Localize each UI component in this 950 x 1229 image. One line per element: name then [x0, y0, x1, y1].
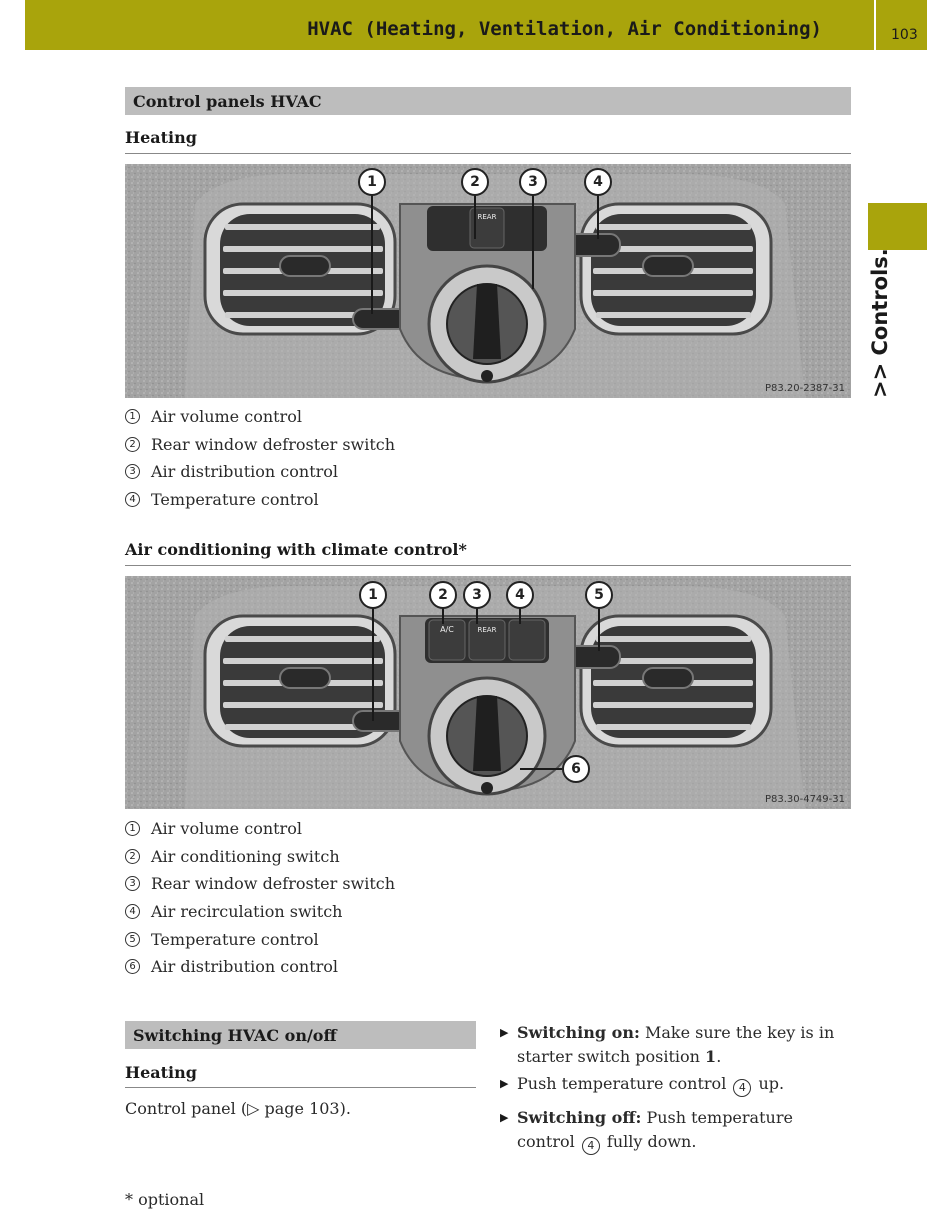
header-bar — [25, 0, 927, 50]
legend-text: Air recirculation switch — [151, 902, 343, 922]
legend-item — [125, 953, 395, 981]
inline-callout: 4 — [582, 1137, 600, 1155]
legend-number: 2 — [125, 437, 140, 452]
legend-number: 1 — [125, 821, 140, 836]
subheading-air-conditioning: Air conditioning with climate control* — [125, 540, 851, 566]
step-label: Switching on: — [517, 1023, 640, 1042]
legend-text: Air volume control — [151, 819, 302, 839]
legend-item — [125, 458, 395, 486]
legend-number: 5 — [125, 932, 140, 947]
legend-number: 4 — [125, 904, 140, 919]
legend-text: Air conditioning switch — [151, 846, 340, 866]
figure-code: P83.30-4749-31 — [764, 794, 845, 805]
legend-item — [125, 486, 395, 514]
callout-2: 2 — [461, 168, 489, 196]
legend-text: Rear window defroster switch — [151, 874, 396, 894]
ac-button-label: A/C — [440, 625, 454, 634]
step-switching-on — [500, 1021, 840, 1069]
legend-heating — [125, 403, 395, 513]
callout-1: 1 — [359, 581, 387, 609]
legend-number: 3 — [125, 876, 140, 891]
step-switching-off — [500, 1106, 840, 1155]
section-title-control-panels: Control panels HVAC — [125, 87, 851, 115]
subheading-heating-2: Heating — [125, 1063, 476, 1088]
callout-1: 1 — [358, 168, 386, 196]
footnote: * optional — [125, 1190, 205, 1209]
section-title-switching: Switching HVAC on/off — [125, 1021, 476, 1049]
legend-item — [125, 431, 395, 459]
legend-text: Temperature control — [151, 490, 319, 510]
legend-number: 1 — [125, 409, 140, 424]
legend-item — [125, 403, 395, 431]
step-text: Push temperature control — [517, 1108, 793, 1151]
step-text-end: fully down. — [601, 1132, 697, 1151]
subheading-heating: Heating — [125, 128, 851, 154]
legend-item — [125, 898, 395, 926]
callout-3: 3 — [463, 581, 491, 609]
legend-item — [125, 870, 395, 898]
inline-callout: 4 — [733, 1079, 751, 1097]
header-divider — [874, 0, 876, 50]
legend-number: 3 — [125, 464, 140, 479]
callout-5: 5 — [585, 581, 613, 609]
legend-text: Air distribution control — [151, 462, 339, 482]
figure-code: P83.20-2387-31 — [764, 383, 845, 394]
legend-text: Rear window defroster switch — [151, 434, 396, 454]
legend-text: Air distribution control — [151, 957, 339, 977]
callout-2: 2 — [429, 581, 457, 609]
step-text: Make sure the key is in starter switch position — [517, 1023, 835, 1066]
step-label: Switching off: — [517, 1108, 642, 1127]
legend-climate-control — [125, 815, 395, 981]
control-panel-reference: Control panel (▷ page 103). — [125, 1099, 351, 1118]
legend-item — [125, 815, 395, 843]
callout-4: 4 — [584, 168, 612, 196]
legend-number: 4 — [125, 492, 140, 507]
callout-6: 6 — [562, 755, 590, 783]
figure-climate-control-panel — [125, 576, 851, 809]
legend-number: 6 — [125, 959, 140, 974]
step-text-end: . — [716, 1047, 722, 1066]
legend-item — [125, 925, 395, 953]
rear-button-label: REAR — [477, 626, 497, 634]
figure-heating-panel — [125, 164, 851, 398]
svg-text:REAR: REAR — [477, 213, 497, 221]
callout-3: 3 — [519, 168, 547, 196]
callout-4: 4 — [506, 581, 534, 609]
page-number: 103 — [891, 27, 918, 43]
key-position: 1 — [705, 1047, 717, 1066]
step-text: Push temperature control — [517, 1074, 732, 1093]
legend-number: 2 — [125, 849, 140, 864]
step-push-up — [500, 1072, 840, 1097]
legend-text: Temperature control — [151, 929, 319, 949]
chapter-side-label: >> Controls. — [868, 248, 892, 398]
legend-text: Air volume control — [151, 407, 302, 427]
chapter-side-tab — [868, 203, 927, 250]
page-header-title: HVAC (Heating, Ventilation, Air Conditioning) — [307, 18, 822, 40]
step-text-end: up. — [753, 1074, 785, 1093]
legend-item — [125, 843, 395, 871]
